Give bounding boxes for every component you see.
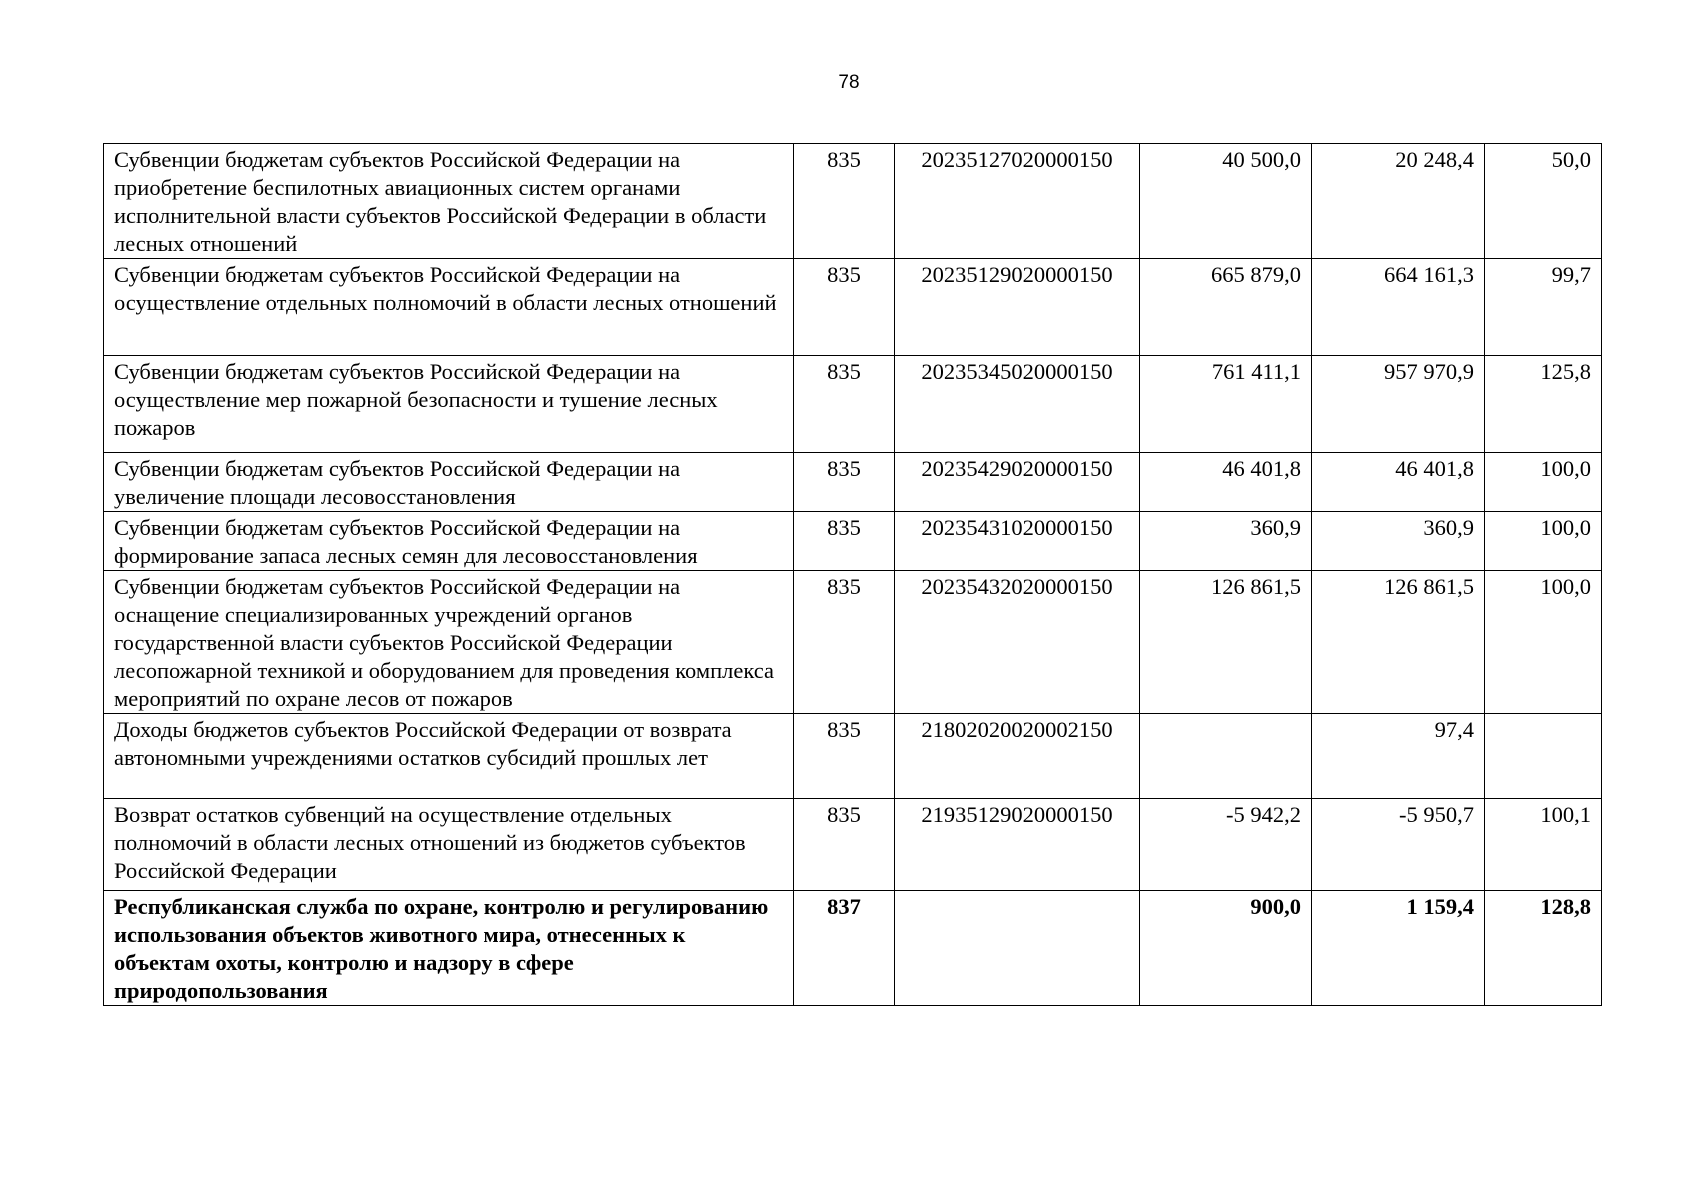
row-percent-value: 99,7 bbox=[1485, 259, 1602, 356]
row-description: Республиканская служба по охране, контролю и регулированию использования объектов животного мира, отнесенных к объектам охоты, контролю и надзору в сфере природопользования bbox=[104, 891, 794, 1006]
table-row bbox=[104, 512, 1602, 571]
row-description: Субвенции бюджетам субъектов Российской Федерации на формирование запаса лесных семян для лесовосстановления bbox=[104, 512, 794, 571]
row-planned-value: 761 411,1 bbox=[1140, 356, 1312, 453]
row-revenue-code: 20235429020000150 bbox=[895, 453, 1140, 512]
row-actual-value: 46 401,8 bbox=[1312, 453, 1485, 512]
row-percent-value: 100,0 bbox=[1485, 571, 1602, 714]
row-actual-value: 957 970,9 bbox=[1312, 356, 1485, 453]
row-revenue-code: 21935129020000150 bbox=[895, 799, 1140, 891]
row-percent-value bbox=[1485, 714, 1602, 799]
row-description: Субвенции бюджетам субъектов Российской Федерации на увеличение площади лесовосстановления bbox=[104, 453, 794, 512]
row-actual-value: 360,9 bbox=[1312, 512, 1485, 571]
row-planned-value: 900,0 bbox=[1140, 891, 1312, 1006]
row-percent-value: 50,0 bbox=[1485, 144, 1602, 259]
row-planned-value: 40 500,0 bbox=[1140, 144, 1312, 259]
row-planned-value: 665 879,0 bbox=[1140, 259, 1312, 356]
row-revenue-code bbox=[895, 891, 1140, 1006]
table-row-total bbox=[104, 891, 1602, 1006]
row-planned-value: -5 942,2 bbox=[1140, 799, 1312, 891]
row-revenue-code: 20235127020000150 bbox=[895, 144, 1140, 259]
row-planned-value: 126 861,5 bbox=[1140, 571, 1312, 714]
row-description: Доходы бюджетов субъектов Российской Федерации от возврата автономными учреждениями остатков субсидий прошлых лет bbox=[104, 714, 794, 799]
row-admin-code: 835 bbox=[794, 144, 895, 259]
table-row bbox=[104, 259, 1602, 356]
row-admin-code: 835 bbox=[794, 799, 895, 891]
row-description: Возврат остатков субвенций на осуществление отдельных полномочий в области лесных отношений из бюджетов субъектов Российской Федерации bbox=[104, 799, 794, 891]
row-percent-value: 125,8 bbox=[1485, 356, 1602, 453]
table-row bbox=[104, 356, 1602, 453]
table-row bbox=[104, 144, 1602, 259]
row-admin-code: 835 bbox=[794, 453, 895, 512]
row-actual-value: 1 159,4 bbox=[1312, 891, 1485, 1006]
row-revenue-code: 20235129020000150 bbox=[895, 259, 1140, 356]
row-actual-value: -5 950,7 bbox=[1312, 799, 1485, 891]
row-admin-code: 837 bbox=[794, 891, 895, 1006]
row-actual-value: 664 161,3 bbox=[1312, 259, 1485, 356]
row-description: Субвенции бюджетам субъектов Российской Федерации на осуществление отдельных полномочий в области лесных отношений bbox=[104, 259, 794, 356]
row-planned-value: 46 401,8 bbox=[1140, 453, 1312, 512]
row-revenue-code: 20235345020000150 bbox=[895, 356, 1140, 453]
row-description: Субвенции бюджетам субъектов Российской Федерации на осуществление мер пожарной безопасности и тушение лесных пожаров bbox=[104, 356, 794, 453]
row-planned-value: 360,9 bbox=[1140, 512, 1312, 571]
row-percent-value: 100,0 bbox=[1485, 512, 1602, 571]
row-admin-code: 835 bbox=[794, 714, 895, 799]
row-percent-value: 100,0 bbox=[1485, 453, 1602, 512]
row-admin-code: 835 bbox=[794, 512, 895, 571]
page-number: 78 bbox=[838, 72, 860, 93]
row-description: Субвенции бюджетам субъектов Российской Федерации на оснащение специализированных учреждений органов государственной власти субъектов Российской Федерации лесопожарной техникой и оборудованием для проведения комплекса мероприятий по охране лесов от пожаров bbox=[104, 571, 794, 714]
row-actual-value: 97,4 bbox=[1312, 714, 1485, 799]
row-revenue-code: 20235431020000150 bbox=[895, 512, 1140, 571]
table-row bbox=[104, 453, 1602, 512]
budget-revenue-table bbox=[103, 143, 1602, 1006]
row-revenue-code: 21802020020002150 bbox=[895, 714, 1140, 799]
row-admin-code: 835 bbox=[794, 259, 895, 356]
row-revenue-code: 20235432020000150 bbox=[895, 571, 1140, 714]
row-percent-value: 100,1 bbox=[1485, 799, 1602, 891]
row-description: Субвенции бюджетам субъектов Российской Федерации на приобретение беспилотных авиационных систем органами исполнительной власти субъектов Российской Федерации в области лесных отношений bbox=[104, 144, 794, 259]
table-row bbox=[104, 714, 1602, 799]
row-admin-code: 835 bbox=[794, 356, 895, 453]
row-admin-code: 835 bbox=[794, 571, 895, 714]
row-planned-value bbox=[1140, 714, 1312, 799]
row-percent-value: 128,8 bbox=[1485, 891, 1602, 1006]
row-actual-value: 126 861,5 bbox=[1312, 571, 1485, 714]
table-row bbox=[104, 799, 1602, 891]
row-actual-value: 20 248,4 bbox=[1312, 144, 1485, 259]
table-row bbox=[104, 571, 1602, 714]
